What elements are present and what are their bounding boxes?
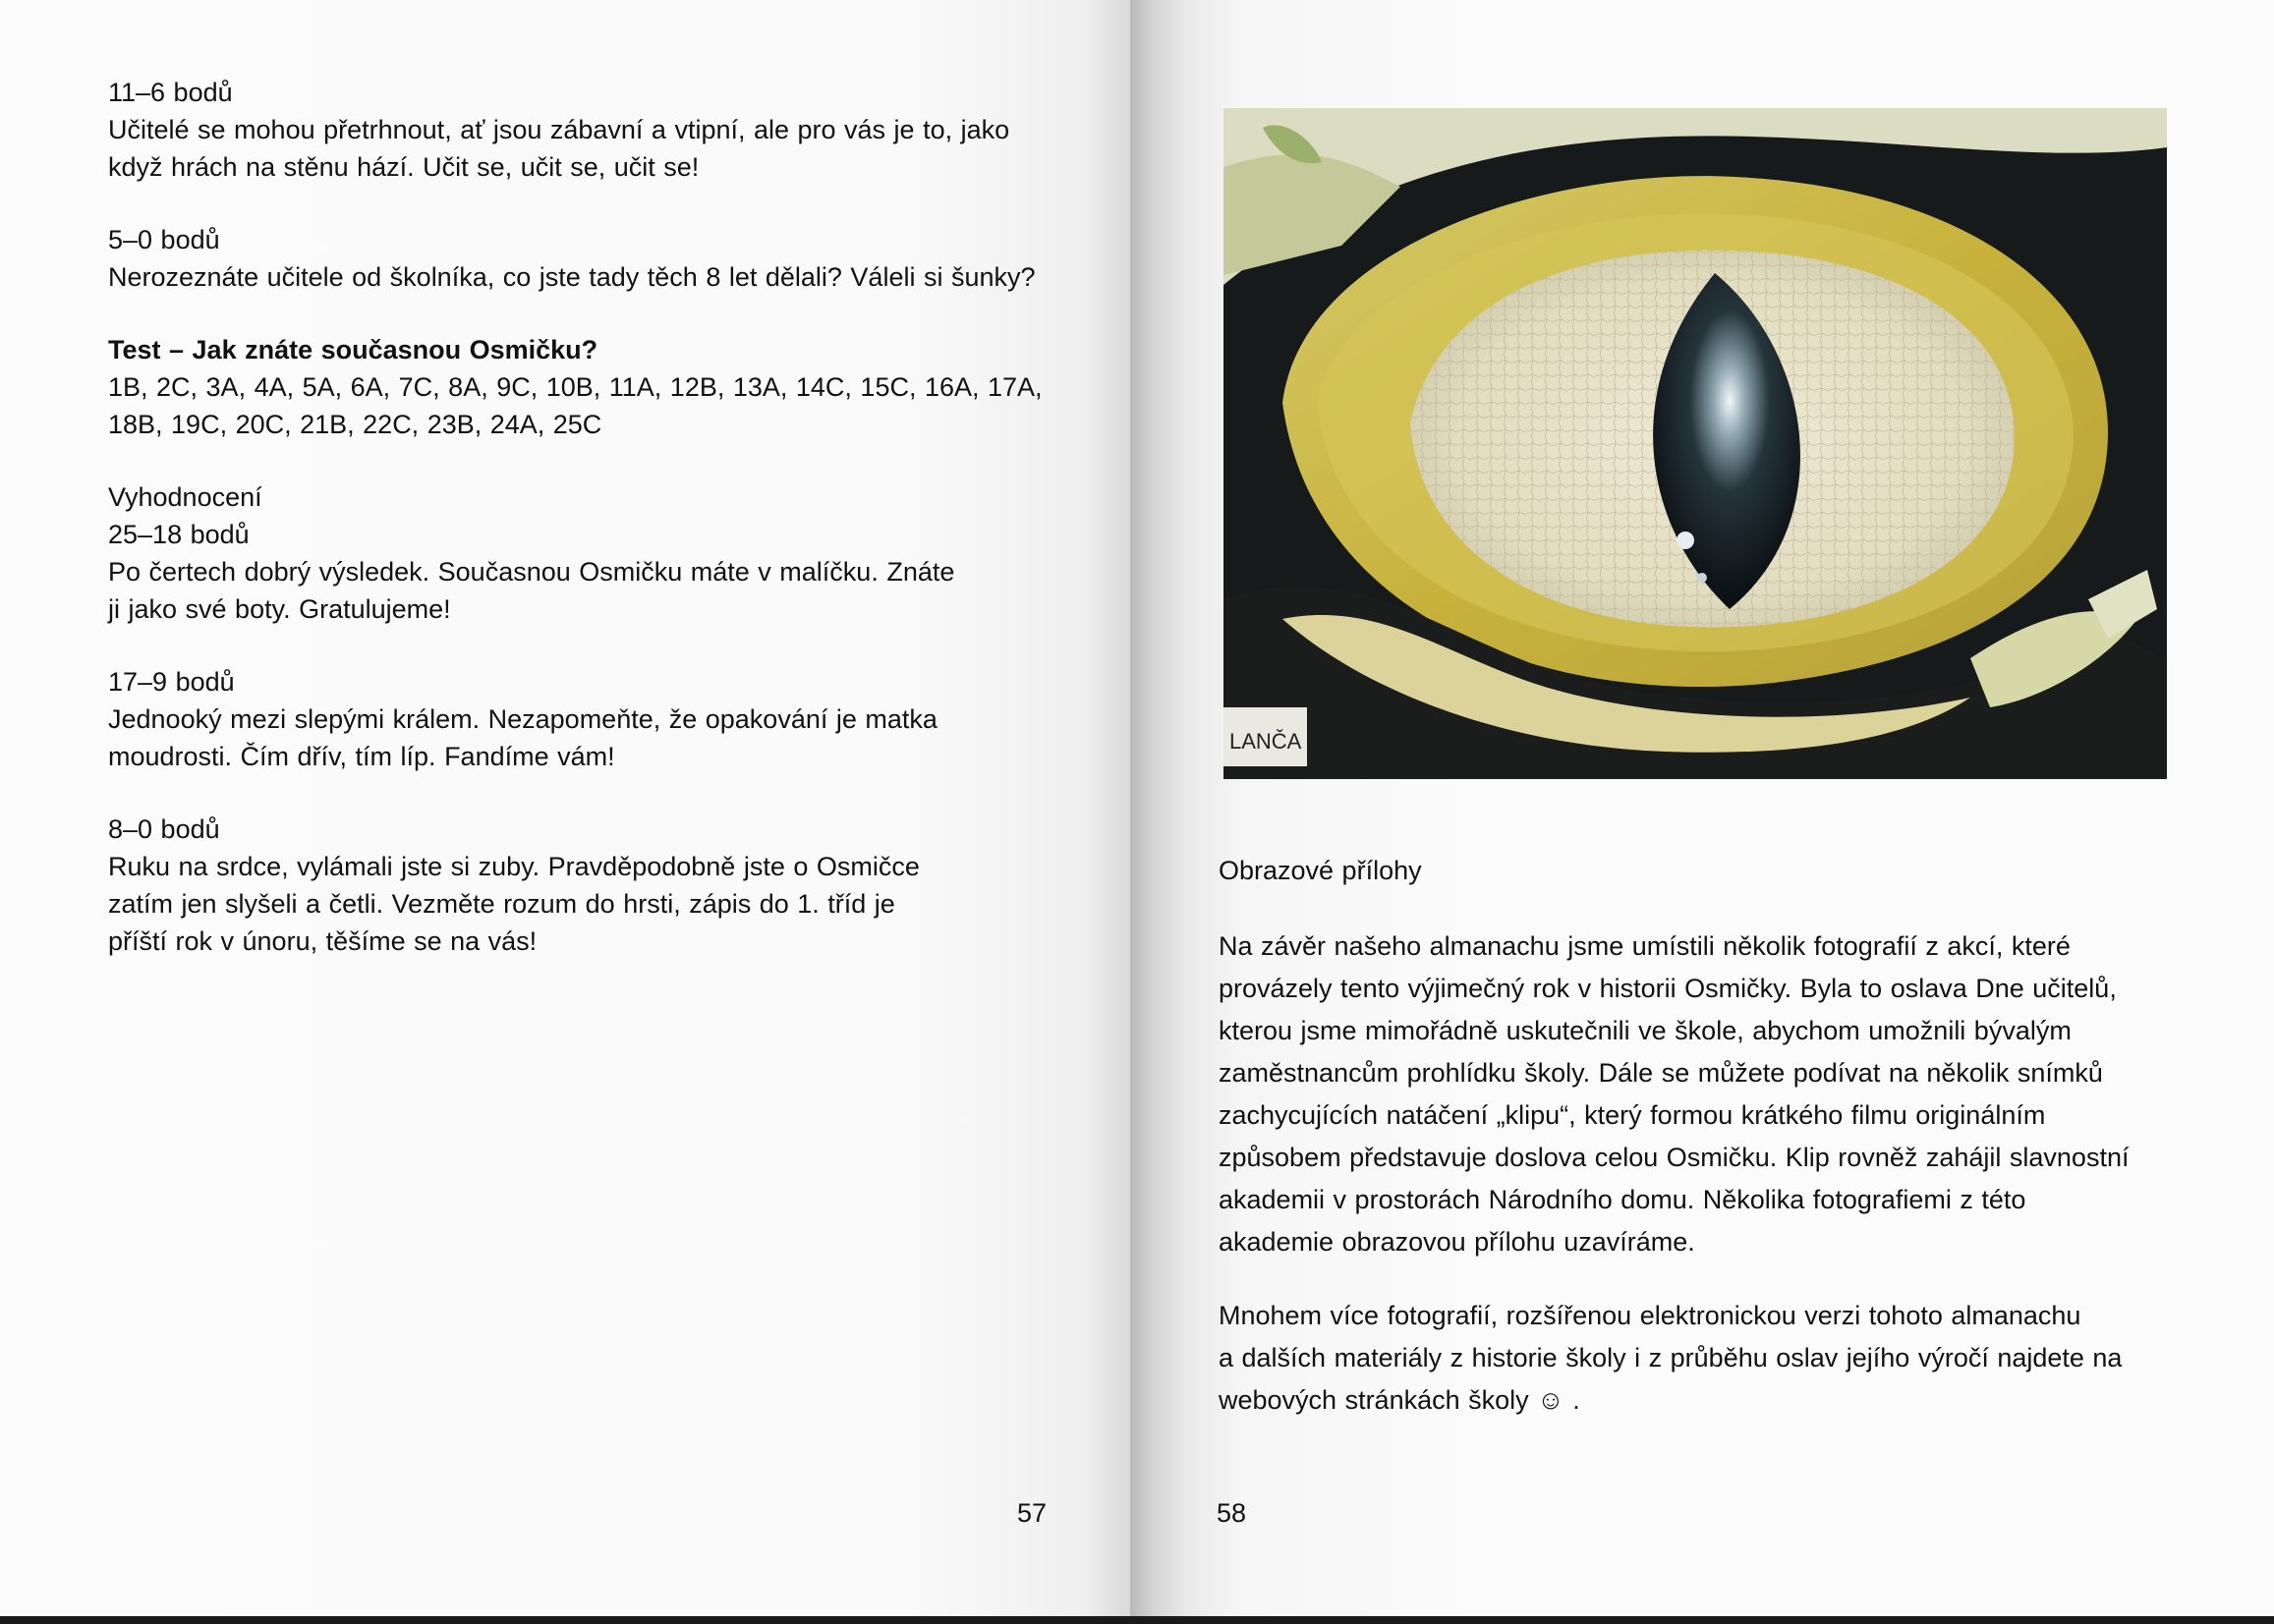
evaluation-block-25-18 bbox=[108, 478, 1052, 628]
answers-line: 1B, 2C, 3A, 4A, 5A, 6A, 7C, 8A, 9C, 10B, 11A, 12B, 13A, 14C, 15C, 16A, 17A, bbox=[108, 372, 1043, 402]
scan-edge bbox=[0, 1616, 2274, 1624]
score-range: 5–0 bodů bbox=[108, 225, 220, 254]
text-line: kterou jsme mimořádně uskutečnili ve škole, abychom umožnili bývalým bbox=[1219, 1016, 2072, 1045]
score-range: 11–6 bodů bbox=[108, 78, 233, 107]
paragraph-1 bbox=[1219, 925, 2274, 1263]
eye-drawing-image bbox=[1223, 108, 2167, 779]
evaluation-block-8-0 bbox=[108, 811, 1052, 960]
right-page bbox=[1130, 0, 2274, 1624]
answers-line: 18B, 19C, 20C, 21B, 22C, 23B, 24A, 25C bbox=[108, 410, 602, 439]
left-page-text bbox=[108, 74, 1052, 995]
section-heading: Obrazové přílohy bbox=[1219, 856, 1422, 885]
text-line: když hrách na stěnu hází. Učit se, učit se, učit se! bbox=[108, 152, 700, 182]
right-page-text bbox=[1219, 850, 2274, 1453]
text-line: Nerozeznáte učitele od školníka, co jste tady těch 8 let dělali? Váleli si šunky? bbox=[108, 262, 1036, 292]
evaluation-heading: Vyhodnocení bbox=[108, 482, 262, 512]
test-heading: Test – Jak znáte současnou Osmičku? bbox=[108, 335, 598, 364]
eye-drawing-icon bbox=[1223, 108, 2167, 779]
text-line: webových stránkách školy ☺ . bbox=[1219, 1385, 1580, 1415]
text-line: moudrosti. Čím dřív, tím líp. Fandíme vám! bbox=[108, 742, 615, 771]
text-line: ji jako své boty. Gratulujeme! bbox=[108, 594, 451, 624]
text-line: akademii v prostorách Národního domu. Několika fotografiemi z této bbox=[1219, 1185, 2026, 1214]
evaluation-block-17-9 bbox=[108, 663, 1052, 775]
text-line: zatím jen slyšeli a četli. Vezměte rozum do hrsti, zápis do 1. tříd je bbox=[108, 889, 895, 919]
text-line: provázely tento výjimečný rok v historii Osmičky. Byla to oslava Dne učitelů, bbox=[1219, 974, 2117, 1003]
result-block-5-0 bbox=[108, 221, 1052, 296]
score-range: 17–9 bodů bbox=[108, 667, 235, 697]
text-line: zachycujících natáčení „klipu“, který formou krátkého filmu originálním bbox=[1219, 1100, 2046, 1130]
left-page bbox=[0, 0, 1130, 1624]
text-line: příští rok v únoru, těšíme se na vás! bbox=[108, 926, 538, 956]
text-line: Na závěr našeho almanachu jsme umístili několik fotografií z akcí, které bbox=[1219, 931, 2071, 961]
text-line: Jednooký mezi slepými králem. Nezapomeňte, že opakování je matka bbox=[108, 704, 938, 734]
score-range: 8–0 bodů bbox=[108, 814, 220, 844]
text-line: Ruku na srdce, vylámali jste si zuby. Pravděpodobně jste o Osmičce bbox=[108, 852, 920, 881]
text-line: a dalších materiály z historie školy i z průběhu oslav jejího výročí najdete na bbox=[1219, 1343, 2123, 1372]
page-number-right: 58 bbox=[1217, 1498, 1247, 1528]
text-line: Učitelé se mohou přetrhnout, ať jsou zábavní a vtipní, ale pro vás je to, jako bbox=[108, 115, 1010, 144]
text-line: Mnohem více fotografií, rozšířenou elektronickou verzi tohoto almanachu bbox=[1219, 1301, 2081, 1330]
score-range: 25–18 bodů bbox=[108, 520, 250, 549]
text-line: Po čertech dobrý výsledek. Současnou Osmičku máte v malíčku. Znáte bbox=[108, 557, 955, 587]
paragraph-2 bbox=[1219, 1295, 2274, 1422]
test-answers-block bbox=[108, 331, 1052, 443]
result-block-11-6 bbox=[108, 74, 1052, 186]
page-number-left: 57 bbox=[1017, 1498, 1048, 1528]
artwork-signature: LANČA bbox=[1229, 729, 1302, 754]
text-line: zaměstnancům prohlídku školy. Dále se můžete podívat na několik snímků bbox=[1219, 1058, 2103, 1088]
text-line: akademie obrazovou přílohu uzavíráme. bbox=[1219, 1227, 1695, 1257]
text-line: způsobem představuje doslova celou Osmičku. Klip rovněž zahájil slavnostní bbox=[1219, 1143, 2130, 1172]
